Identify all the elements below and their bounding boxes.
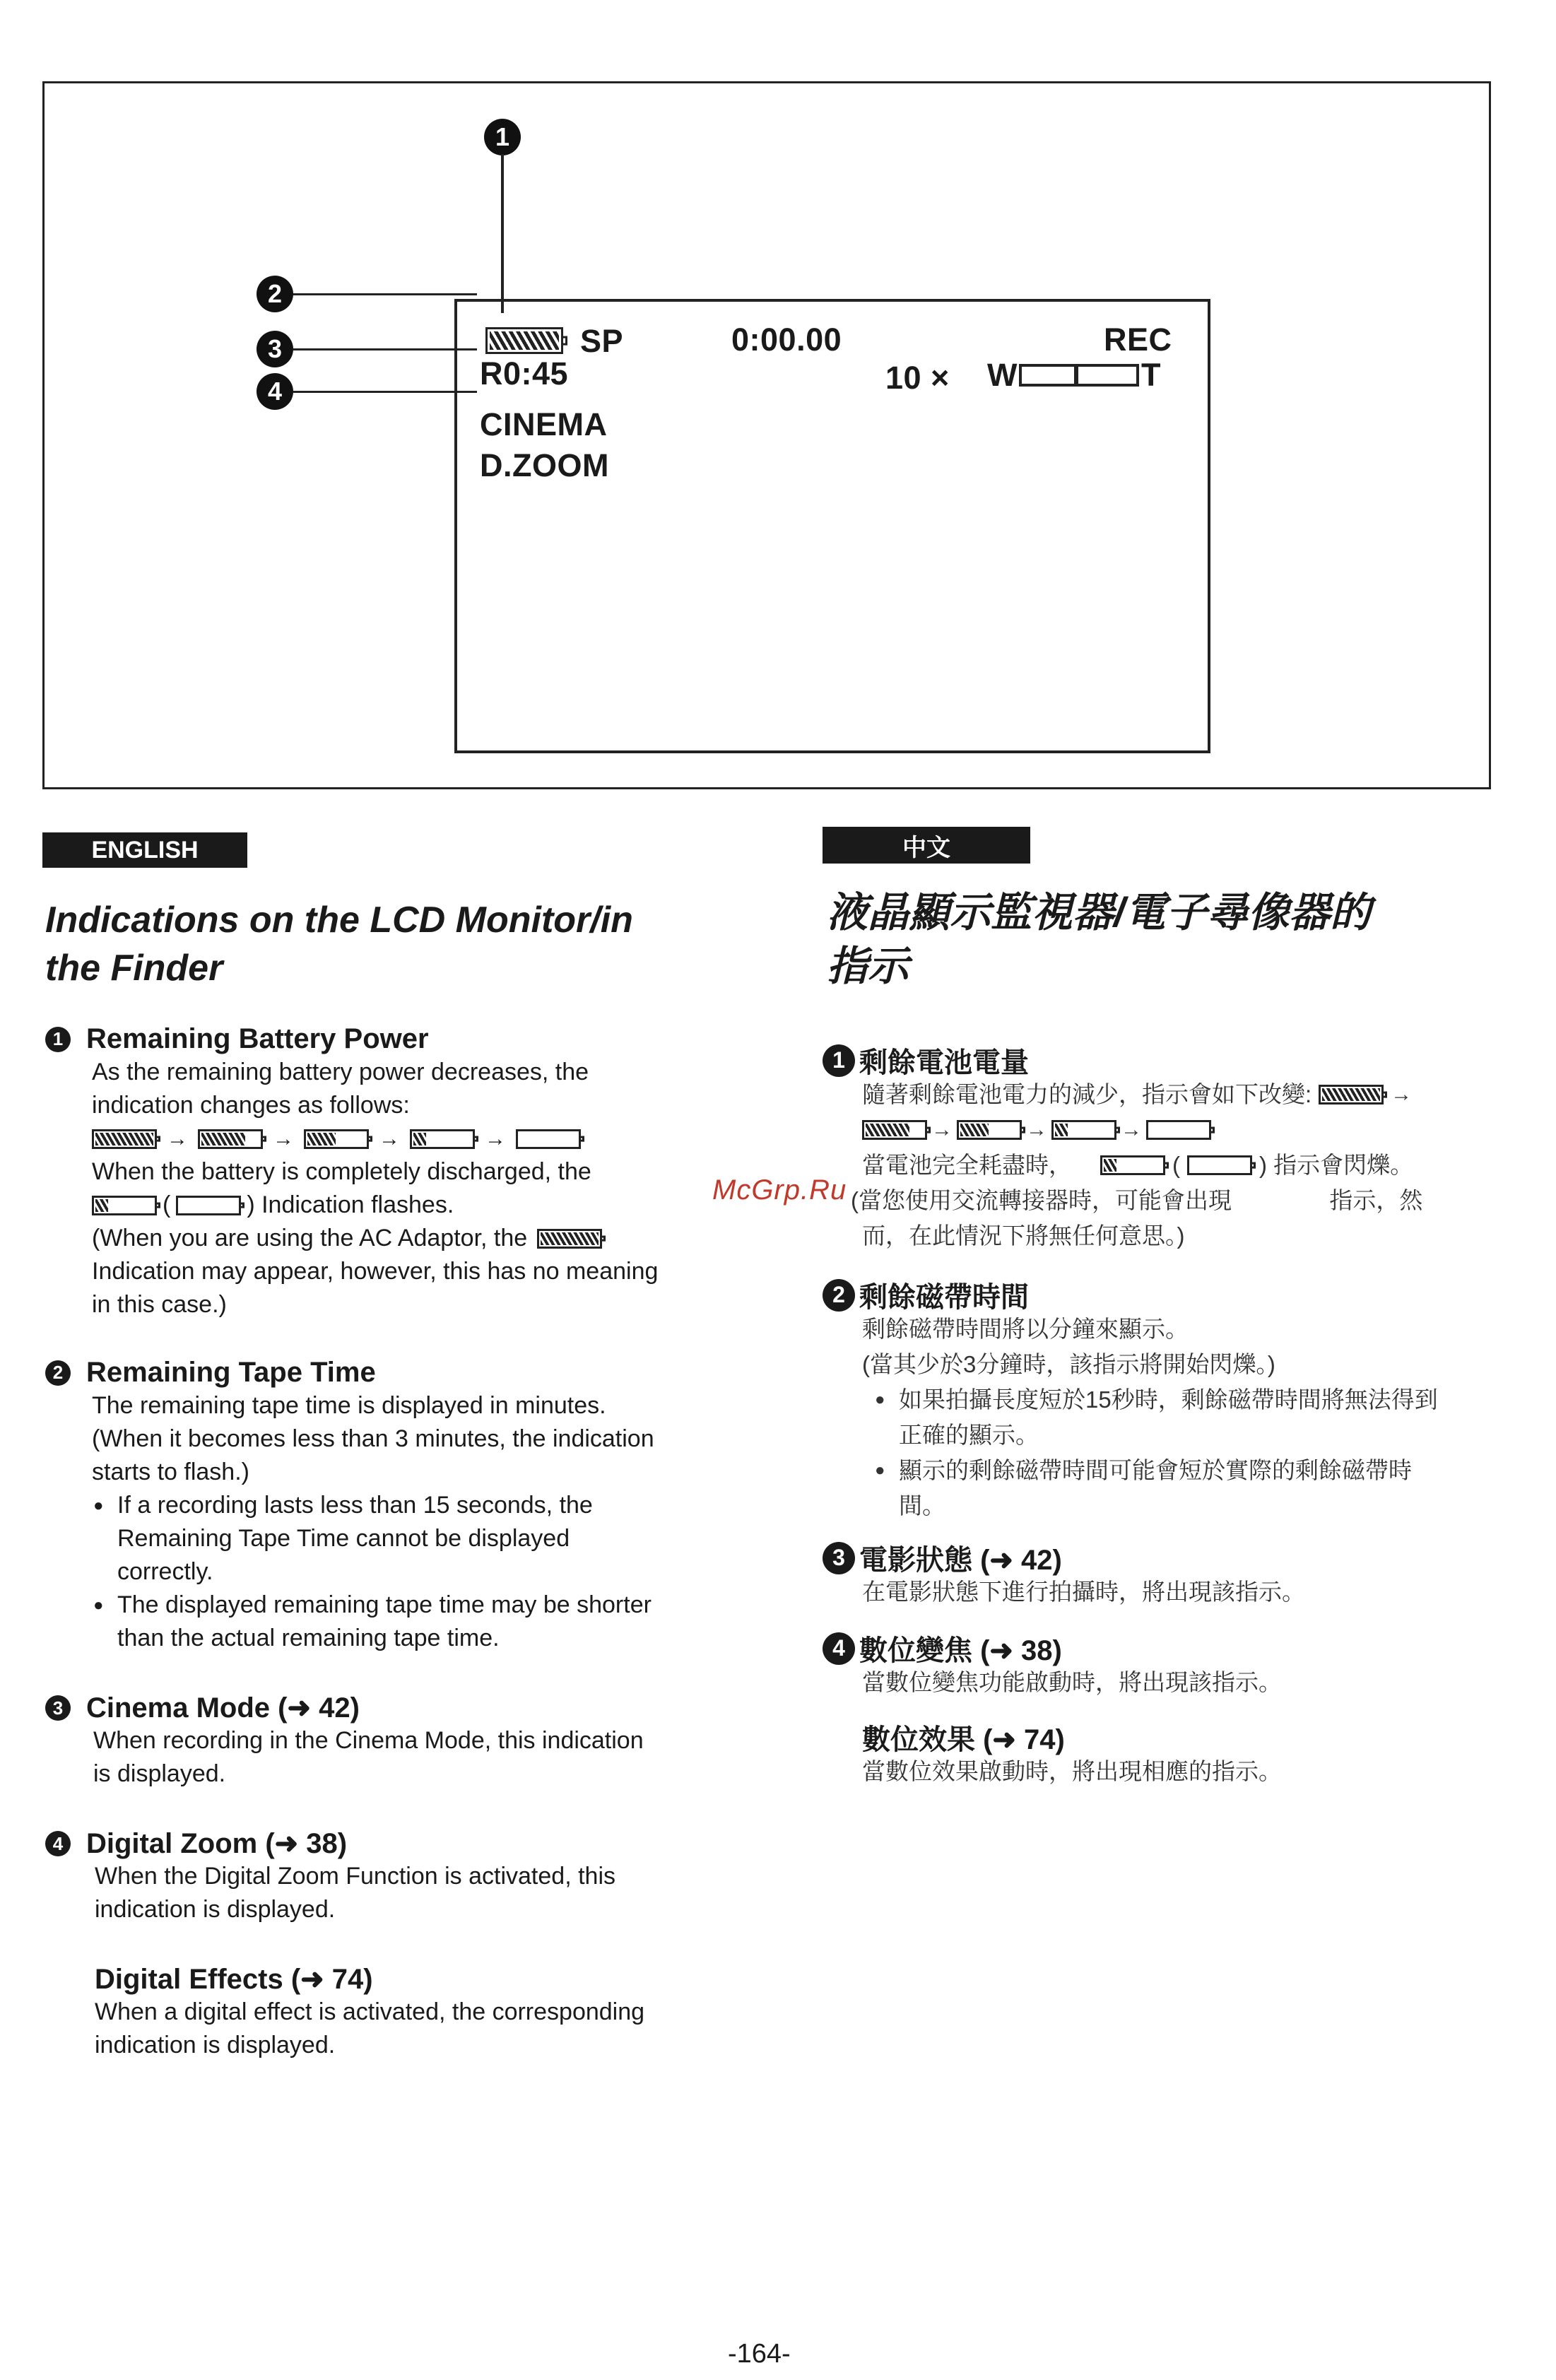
zh-section-5-heading: 數位效果 (➜ 74) (862, 1724, 1065, 1755)
lcd-dzoom: D.ZOOM (480, 447, 609, 483)
en-section-3-heading: 3 Cinema Mode (➜ 42) (45, 1692, 360, 1724)
battery-full-icon (1319, 1085, 1384, 1104)
zh-section-4-heading: 4 數位變焦 (➜ 38) (823, 1628, 1062, 1668)
battery-full-icon (537, 1229, 602, 1249)
battery-empty-icon (516, 1129, 581, 1149)
lcd-zoom-value: 10 × (885, 360, 950, 396)
bullet: ● 顯示的剩餘磁帶時間可能會短於實際的剩餘磁帶時 (899, 1453, 1498, 1488)
zh-section-5-body: 當數位效果啟動時，將出現相應的指示。 (862, 1758, 1282, 1784)
en-section-5-body: When a digital effect is activated, the corresponding indication is displayed. (95, 1998, 645, 2058)
en-section-2-body: The remaining tape time is displayed in minutes. (When it becomes less than 3 minutes, the indication starts to flash.) ● If a recording lasts less than 15 seconds, the Remaining Tape Time cannot be displayed correctly. ● The displayed remaining tape time may be shorter than the actual remaining tape time. (92, 1389, 728, 1655)
lcd-figure (42, 81, 1491, 789)
lcd-zoom-w: W (987, 357, 1018, 393)
zh-section-2-body: 剩餘磁帶時間將以分鐘來顯示。 (當其少於3分鐘時，該指示將開始閃爍。) ● 如果拍攝長度短於15秒時，剩餘磁帶時間將無法得到 正確的顯示。 ● 顯示的剩餘磁帶時間可能會短於實際的剩餘磁帶時 間。 (862, 1312, 1498, 1524)
english-title: Indications on the LCD Monitor/in the Finder (45, 900, 633, 989)
battery-3-icon (862, 1120, 927, 1140)
zh-section-1-body: 隨著剩餘電池電力的減少，指示會如下改變: → → → → 當電池完全耗盡時， ( ) 指示會閃爍。 (當您使用交流轉接器時，可能會出現 指示，然 而，在此情況下將無任何意思。) (862, 1077, 1498, 1254)
lcd-rec: REC (1104, 322, 1172, 358)
battery-sequence: → → → (862, 1112, 1498, 1148)
leader-1 (501, 154, 504, 313)
callout-3: 3 (257, 331, 293, 367)
battery-1-icon (92, 1196, 157, 1215)
leader-2 (293, 293, 477, 295)
en-section-4-body: When the Digital Zoom Function is activated, this indication is displayed. (95, 1863, 615, 1923)
battery-1-icon (1051, 1120, 1116, 1140)
lcd-timecode: 0:00.00 (731, 322, 842, 358)
battery-sequence: → → → → (92, 1122, 728, 1155)
chinese-title: 液晶顯示監視器/電子尋像器的 指示 (827, 890, 1372, 989)
en-section-5-heading: Digital Effects (➜ 74) (95, 1964, 373, 1995)
zh-section-2-heading: 2 剩餘磁帶時間 (823, 1275, 1029, 1315)
en-section-3-body: When recording in the Cinema Mode, this indication is displayed. (93, 1727, 644, 1787)
battery-1-icon (1100, 1155, 1165, 1175)
bullet: ● 如果拍攝長度短於15秒時，剩餘磁帶時間將無法得到 (899, 1382, 1498, 1418)
english-tag: ENGLISH (42, 832, 247, 868)
bullet: ● If a recording lasts less than 15 seconds, the (117, 1489, 728, 1522)
lcd-zoom-t: T (1141, 357, 1161, 393)
leader-3 (293, 348, 477, 350)
chinese-tag: 中文 (823, 827, 1030, 864)
lcd-mode: SP (580, 323, 624, 359)
zh-section-3-body: 在電影狀態下進行拍攝時，將出現該指示。 (862, 1579, 1305, 1605)
en-section-4-heading: 4 Digital Zoom (➜ 38) (45, 1827, 347, 1860)
en-section-2-heading: 2 Remaining Tape Time (45, 1357, 376, 1389)
lcd-screen (454, 299, 1210, 753)
battery-4-icon (92, 1129, 157, 1149)
battery-empty-icon (176, 1196, 241, 1215)
lcd-cinema: CINEMA (480, 406, 608, 442)
battery-empty-icon (1146, 1120, 1211, 1140)
zoom-bar (1019, 364, 1139, 387)
page-number: -164- (728, 2339, 791, 2369)
battery-3-icon (198, 1129, 263, 1149)
lcd-remaining-time: R0:45 (480, 355, 569, 391)
en-section-1-heading: 1 Remaining Battery Power (45, 1023, 429, 1055)
battery-full-icon (485, 327, 563, 354)
zh-section-4-body: 當數位變焦功能啟動時，將出現該指示。 (862, 1669, 1282, 1695)
en-section-1-body: As the remaining battery power decreases, the indication changes as follows: → → → → When the battery is completely discharged, the ( ) Indication flashes. (When you are using the AC Adaptor, the Indication may appear, however, this has no meaning in this case.) (92, 1056, 728, 1321)
callout-1: 1 (484, 119, 521, 155)
zh-section-1-heading: 1 剩餘電池電量 (823, 1040, 1029, 1080)
leader-4 (293, 391, 477, 393)
battery-2-icon (304, 1129, 369, 1149)
bullet: ● The displayed remaining tape time may be shorter (117, 1589, 728, 1622)
zh-section-3-heading: 3 電影狀態 (➜ 42) (823, 1538, 1062, 1578)
battery-2-icon (957, 1120, 1022, 1140)
battery-1-icon (410, 1129, 475, 1149)
callout-2: 2 (257, 276, 293, 312)
watermark: McGrp.Ru (712, 1174, 847, 1206)
callout-4: 4 (257, 373, 293, 410)
battery-empty-icon (1187, 1155, 1252, 1175)
